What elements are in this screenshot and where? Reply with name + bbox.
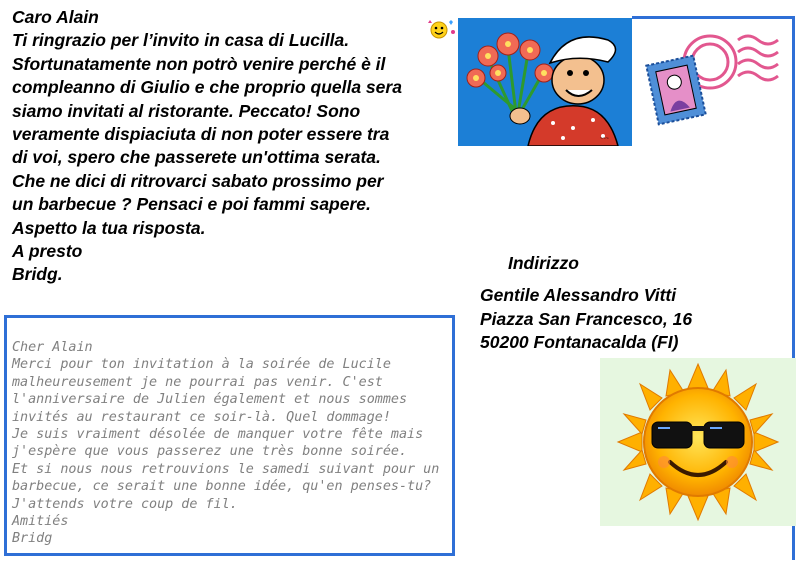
french-letter-line: barbecue, ce serait une bonne idée, qu'en penses-tu? (12, 479, 432, 495)
french-letter-line: Je suis vraiment désolée de manquer votre fête mais (12, 427, 424, 443)
flower-illustration (458, 18, 632, 146)
italian-letter-line: Bridg. (12, 264, 63, 285)
recipient-address (480, 284, 692, 355)
french-letter-line: l'anniversaire de Julien également et nous sommes (12, 392, 408, 408)
smiley-sticker-icon (425, 18, 457, 40)
italian-letter (12, 6, 462, 287)
italian-letter-line: A presto (12, 241, 83, 262)
french-letter-line: malheureusement je ne pourrai pas venir. C'est (12, 374, 383, 390)
address-line: 50200 Fontanacalda (FI) (480, 332, 679, 352)
sun-illustration (600, 358, 796, 526)
french-letter-line: j'espère que vous passerez une très bonne soirée. (12, 444, 408, 460)
address-line: Gentile Alessandro Vitti (480, 285, 677, 305)
french-letter-line: Bridg (12, 531, 53, 547)
man-with-flowers-image (458, 18, 632, 146)
italian-letter-line: compleanno di Giulio e che proprio quella sera (12, 77, 402, 98)
sun-with-sunglasses-image (600, 358, 796, 526)
address-line: Piazza San Francesco, 16 (480, 308, 693, 329)
french-letter-line: Et si nous nous retrouvions le samedi suivant pour un (12, 461, 440, 477)
italian-letter-line: Che ne dici di ritrovarci sabato prossimo per (12, 170, 384, 191)
italian-letter-line: Ti ringrazio per l’invito in casa di Lucilla. (12, 30, 350, 51)
postage-stamp-icon (640, 20, 780, 128)
italian-letter-line: siamo invitati al ristorante. Peccato! Sono (12, 100, 361, 121)
address-label: Indirizzo (508, 253, 579, 273)
italian-letter-line: Sfortunatamente non potrò venire perché è il (12, 53, 386, 74)
french-letter-line: Cher Alain (12, 340, 93, 355)
italian-letter-line: veramente dispiaciuta di non poter essere tra (12, 124, 390, 145)
french-letter-line: Merci pour ton invitation à la soirée de Lucile (12, 357, 391, 373)
italian-letter-line: di voi, spero che passerete un'ottima serata. (12, 147, 381, 168)
svg-text:~~~: ~~~ (600, 136, 609, 142)
postcard-border-top (632, 16, 794, 19)
french-letter-line: J'attends votre coup de fil. (12, 496, 238, 512)
italian-letter-line: un barbecue ? Pensaci e poi fammi sapere. (12, 194, 371, 215)
italian-letter-line: Caro Alain (12, 7, 99, 27)
italian-letter-line: Aspetto la tua risposta. (12, 217, 206, 238)
french-letter-line: Amitiés (12, 514, 69, 530)
french-letter-line: invités au restaurant ce soir-là. Quel dommage! (12, 409, 391, 425)
french-letter (12, 339, 439, 548)
